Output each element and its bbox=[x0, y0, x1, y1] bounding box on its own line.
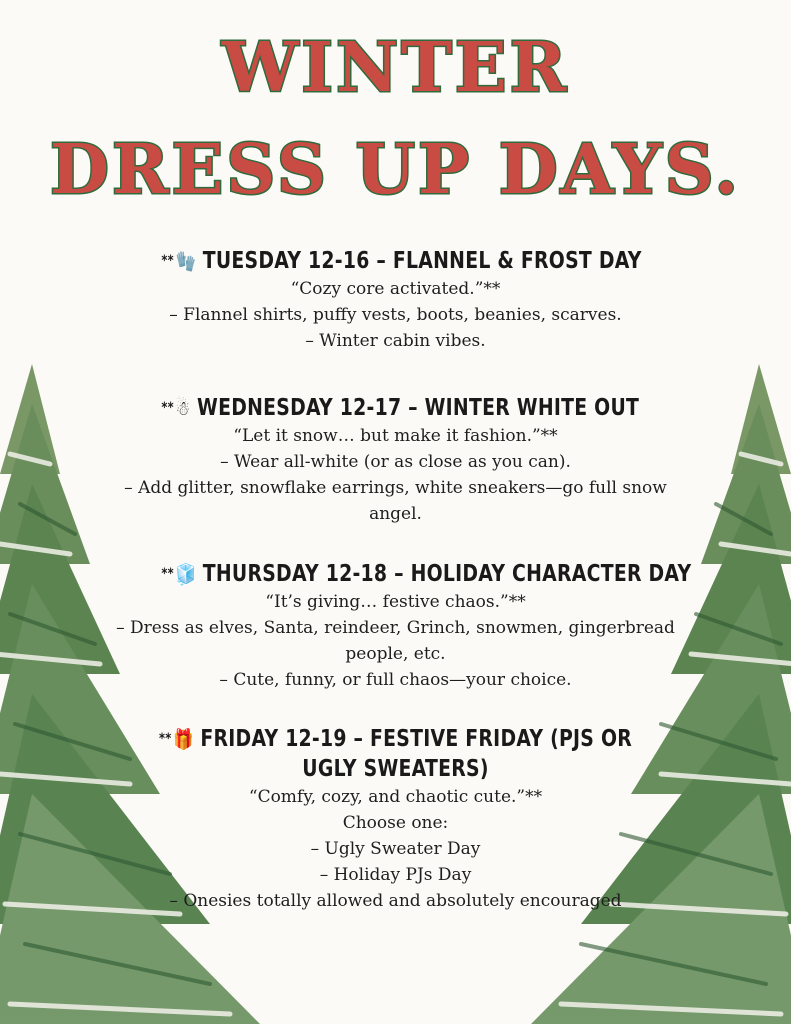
page-title-line-2: DRESS UP DAYS. bbox=[49, 130, 742, 210]
day-tagline: “Comfy, cozy, and chaotic cute.”** bbox=[248, 787, 543, 807]
day-heading bbox=[161, 559, 692, 589]
day-tagline: “Let it snow… but make it fashion.”** bbox=[233, 426, 558, 446]
asterisks: ** bbox=[161, 400, 174, 416]
day-tagline: “It’s giving… festive chaos.”** bbox=[265, 592, 526, 612]
asterisks: ** bbox=[159, 731, 172, 747]
day-detail-line: – Onesies totally allowed and absolutely encouraged bbox=[169, 891, 622, 911]
asterisks: ** bbox=[161, 253, 174, 269]
day-heading-text: THURSDAY 12-18 – HOLIDAY CHARACTER DAY bbox=[202, 561, 692, 587]
day-heading bbox=[153, 724, 638, 784]
day-detail-line: angel. bbox=[369, 504, 422, 524]
day-detail-line: – Ugly Sweater Day bbox=[310, 839, 481, 859]
day-section-thursday bbox=[110, 559, 692, 693]
ice-cube-icon: 🧊 bbox=[175, 562, 197, 586]
day-detail-line: people, etc. bbox=[345, 644, 446, 664]
day-detail-line: – Winter cabin vibes. bbox=[305, 331, 486, 351]
gift-icon: 🎁 bbox=[173, 727, 194, 751]
day-detail-line: Choose one: bbox=[342, 813, 449, 833]
day-section-wednesday bbox=[110, 393, 681, 527]
day-section-friday bbox=[100, 724, 691, 914]
day-detail-line: – Cute, funny, or full chaos—your choice. bbox=[219, 670, 572, 690]
day-section-tuesday bbox=[110, 246, 681, 354]
day-detail-line: – Dress as elves, Santa, reindeer, Grinch, snowmen, gingerbread bbox=[116, 618, 675, 638]
day-heading-text: TUESDAY 12-16 – FLANNEL & FROST DAY bbox=[202, 248, 642, 274]
day-detail-line: – Holiday PJs Day bbox=[319, 865, 472, 885]
asterisks: ** bbox=[161, 566, 174, 582]
glove-icon: 🧤 bbox=[175, 249, 197, 273]
day-heading-text: WEDNESDAY 12-17 – WINTER WHITE OUT bbox=[197, 395, 640, 421]
day-tagline: “Cozy core activated.”** bbox=[290, 279, 501, 299]
day-heading bbox=[161, 393, 640, 423]
day-detail-line: – Wear all-white (or as close as you can). bbox=[220, 452, 571, 472]
day-heading-text: FRIDAY 12-19 – FESTIVE FRIDAY (PJS OR UGLY SWEATERS) bbox=[200, 726, 632, 782]
day-heading bbox=[161, 246, 642, 276]
day-detail-line: – Add glitter, snowflake earrings, white sneakers—go full snow bbox=[124, 478, 667, 498]
snowman-icon: ☃ bbox=[175, 396, 191, 420]
page-title-line-1: WINTER bbox=[221, 28, 570, 108]
day-detail-line: – Flannel shirts, puffy vests, boots, beanies, scarves. bbox=[169, 305, 622, 325]
